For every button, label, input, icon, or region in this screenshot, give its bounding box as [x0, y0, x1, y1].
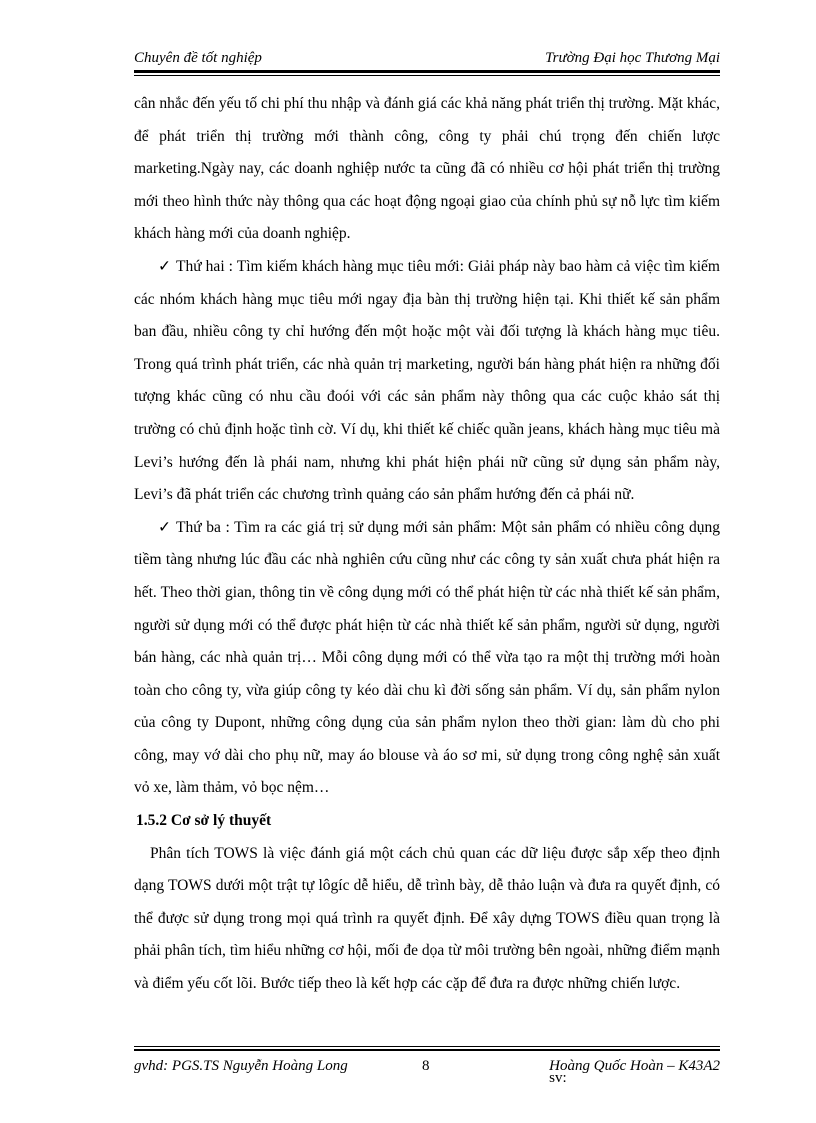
paragraph-3: [134, 512, 720, 805]
header-left-title: Chuyên đề tốt nghiệp: [134, 50, 262, 66]
footer-supervisor: gvhd: PGS.TS Nguyễn Hoàng Long: [134, 1058, 348, 1074]
section-heading: 1.5.2 Cơ sở lý thuyết: [136, 812, 272, 830]
page-header: [134, 46, 720, 72]
paragraph-4: Phân tích TOWS là việc đánh giá một cách chủ quan các dữ liệu được sắp xếp theo định dạng TOWS dưới một trật tự lôgíc dễ hiểu, dễ trình bày, dễ thảo luận và đưa ra quyết định, có thể được sử dụng trong mọi quá trình ra quyết định. Để xây dựng TOWS điều quan trọng là phải phân tích, tìm hiểu những cơ hội, mối đe dọa từ môi trường bên ngoài, những điểm mạnh và điểm yếu cốt lõi. Bước tiếp theo là kết hợp các cặp để đưa ra được những chiến lược.: [134, 844, 720, 993]
header-right-title: Trường Đại học Thương Mại: [545, 50, 720, 66]
page-footer: [134, 1046, 720, 1086]
document-body: [134, 88, 720, 1001]
page-number: 8: [422, 1058, 430, 1074]
paragraph-3-text: Thứ ba : Tìm ra các giá trị sử dụng mới sản phẩm: Một sản phẩm có nhiều công dụng tiềm tàng nhưng lúc đầu các nhà nghiên cứu cũng như các công ty sản xuất chưa phát hiện ra hết. Theo thời gian, thông tin về công dụng mới có thể phát hiện từ các nhà thiết kế sản phẩm, người sử dụng mới có thể được phát hiện từ các nhà thiết kế sản phẩm, người sử dụng, người bán hàng, các nhà quản trị… Mỗi công dụng mới có thể vừa tạo ra một thị trường mới hoàn toàn cho công ty, vừa giúp công ty kéo dài chu kì đời sống sản phẩm. Ví dụ, sản phẩm nylon của công ty Dupont, những công dụng của sản phẩm nylon theo thời gian: làm dù cho phi công, may vớ dài cho phụ nữ, may áo blouse và áo sơ mi, sử dụng trong công nghệ sản xuất vỏ xe, làm thảm, vỏ bọc nệm…: [134, 518, 720, 797]
footer-rule-thin: [134, 1046, 720, 1047]
paragraph-1: cân nhắc đến yếu tố chi phí thu nhập và đánh giá các khả năng phát triển thị trường. Mặt khác, để phát triển thị trường mới thành công, công ty phải chú trọng đến chiến lược marketing.Ngày nay, các doanh nghiệp nước ta cũng đã có nhiều cơ hội phát triển thị trường mới theo hình thức này thông qua các hoạt động ngoại giao của chính phủ sự nỗ lực tìm kiếm khách hàng mới của doanh nghiệp.: [134, 95, 720, 243]
footer-student-name: Hoàng Quốc Hoàn – K43A2: [549, 1058, 720, 1074]
header-rule-thin: [134, 75, 720, 76]
footer-student: [549, 1058, 720, 1086]
paragraph-2: [134, 251, 720, 512]
paragraph-2-text: Thứ hai : Tìm kiếm khách hàng mục tiêu mới: Giải pháp này bao hàm cả việc tìm kiếm các nhóm khách hàng mục tiêu mới ngay địa bàn thị trường hiện tại. Khi thiết kế sản phẩm ban đầu, nhiều công ty chỉ hướng đến một hoặc một vài đối tượng là khách hàng mục tiêu. Trong quá trình phát triển, các nhà quản trị marketing, người bán hàng phát hiện ra những đối tượng khác cũng có nhu cầu đoói với các sản phẩm này thông qua các cuộc khảo sát thị trường có chủ định hoặc tình cờ. Ví dụ, khi thiết kế chiếc quần jeans, khách hàng mục tiêu mà Levi’s hướng đến là phái nam, nhưng khi phát hiện phái nữ cũng sử dụng sản phẩm này, Levi’s đã phát triển các chương trình quảng cáo sản phẩm hướng đến cả phái nữ.: [134, 257, 720, 504]
header-rule-thick: [134, 70, 720, 73]
checkmark-icon: ✓: [158, 518, 171, 536]
footer-student-prefix: sv:: [549, 1070, 567, 1086]
footer-rule-thick: [134, 1049, 720, 1051]
checkmark-icon: ✓: [158, 257, 171, 275]
